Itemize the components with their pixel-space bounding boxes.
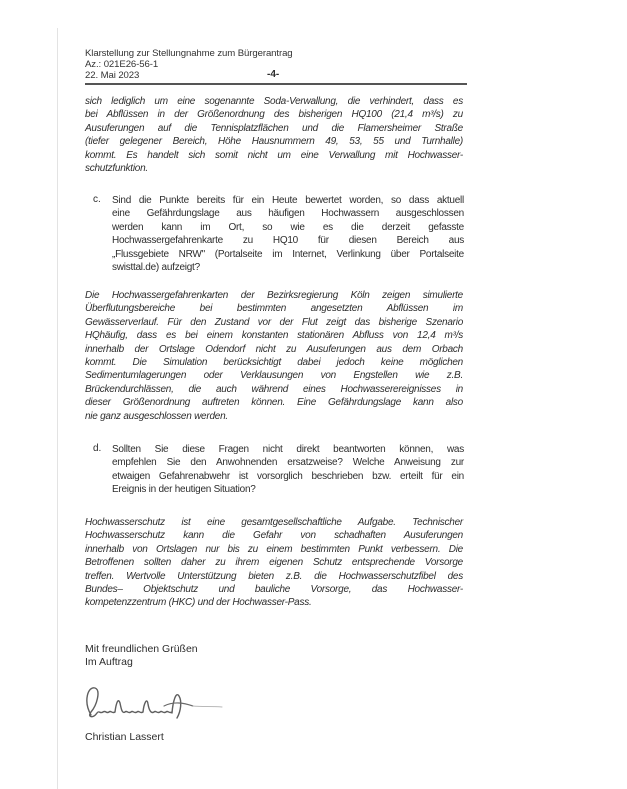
answer-d-text: Hochwasserschutz ist eine gesamtgesellschaftliche Aufgabe. Technischer Hochwasserschutz kann die Gefahr von schadhaften Ausuferungen innerhalb von Ortslagen nur bis zu einem bestimmten Punkt verbessern. Die Betroffenen sollten daher zu ihrem eigenen Schutz entsprechende Vorsorge treffen. Wertvolle Unterstützung bieten z.B. die Hochwasserschutzfibel des Bundes– Objektschutz und bauliche Vorsorge, das Hochwasser- kompetenzzentrum (HKC) und der Hochwasser-Pass. bbox=[85, 517, 463, 609]
header-reference: Az.: 021E26-56-1 bbox=[85, 59, 159, 70]
page-number: -4- bbox=[267, 69, 280, 80]
header-divider-rule bbox=[85, 83, 467, 85]
paragraph-soda-verwallung-answer: sich lediglich um eine sogenannte Soda-Verwallung, die verhindert, dass es bei Abflüssen in der Größenordnung des bisherigen HQ100 (21,4 m³/s) zu Ausuferungen auf die Tennisplatzflächen und die Flamersheimer Straße (tiefer gelegener Bereich, Höhe Hausnummern 49, 53, 55 und Turnhalle) kommt. Es handelt sich somit nicht um eine Verwallung mit Hochwasser- schutzfunktion. bbox=[85, 96, 463, 175]
signature-image bbox=[80, 681, 230, 727]
question-d-text: Sollten Sie diese Fragen nicht direkt beantworten können, was empfehlen Sie den Anwohnenden ersatzweise? Welche Anweisung zur etwaigen Gefahrenabwehr ist vorsorglich beschrieben bzw. erteilt für ein Ereignis in der heutigen Situation? bbox=[112, 444, 464, 496]
closing-on-behalf: Im Auftrag bbox=[85, 656, 133, 668]
scan-edge-artifact bbox=[57, 28, 58, 789]
signatory-name: Christian Lassert bbox=[85, 731, 164, 743]
answer-c-text: Die Hochwassergefahrenkarten der Bezirksregierung Köln zeigen simulierte Überflutungsbereiche bei bestimmten angesetzten Abflüssen im Gewässerverlauf. Für den Zustand vor der Flut zeigt das bisherige Szenario HQhäufig, dass es bei einem konstanten stationären Abfluss von 12,4 m³/s innerhalb der Ortslage Odendorf nicht zu Ausuferungen aus dem Orbach kommt. Die Simulation berücksichtigt dabei jedoch keine möglichen Sedimentumlagerungen oder Verklausungen von Engstellen wie z.B. Brückendurchlässen, die auch während eines Hochwasserereignisses in dieser Größenordnung auftreten können. Eine Gefährdungslage kann also nie ganz ausgeschlossen werden. bbox=[85, 290, 463, 422]
header-date: 22. Mai 2023 bbox=[85, 70, 140, 81]
question-c-text: Sind die Punkte bereits für ein Heute bewertet worden, so dass aktuell eine Gefährdungslage aus häufigen Hochwassern ausgeschlossen werden kann im Ort, so wie es die derzeit gefasste Hochwassergefahrenkarte zu HQ10 für diesen Bereich aus „Flussgebiete NRW" (Portalseite im Internet, Verlinkung über Portalseite swisttal.de) aufzeigt? bbox=[112, 195, 464, 274]
question-d-marker: d. bbox=[93, 443, 102, 454]
header-subject: Klarstellung zur Stellungnahme zum Bürgerantrag bbox=[85, 48, 293, 59]
closing-greeting: Mit freundlichen Grüßen bbox=[85, 643, 198, 655]
question-c-marker: c. bbox=[93, 194, 101, 205]
